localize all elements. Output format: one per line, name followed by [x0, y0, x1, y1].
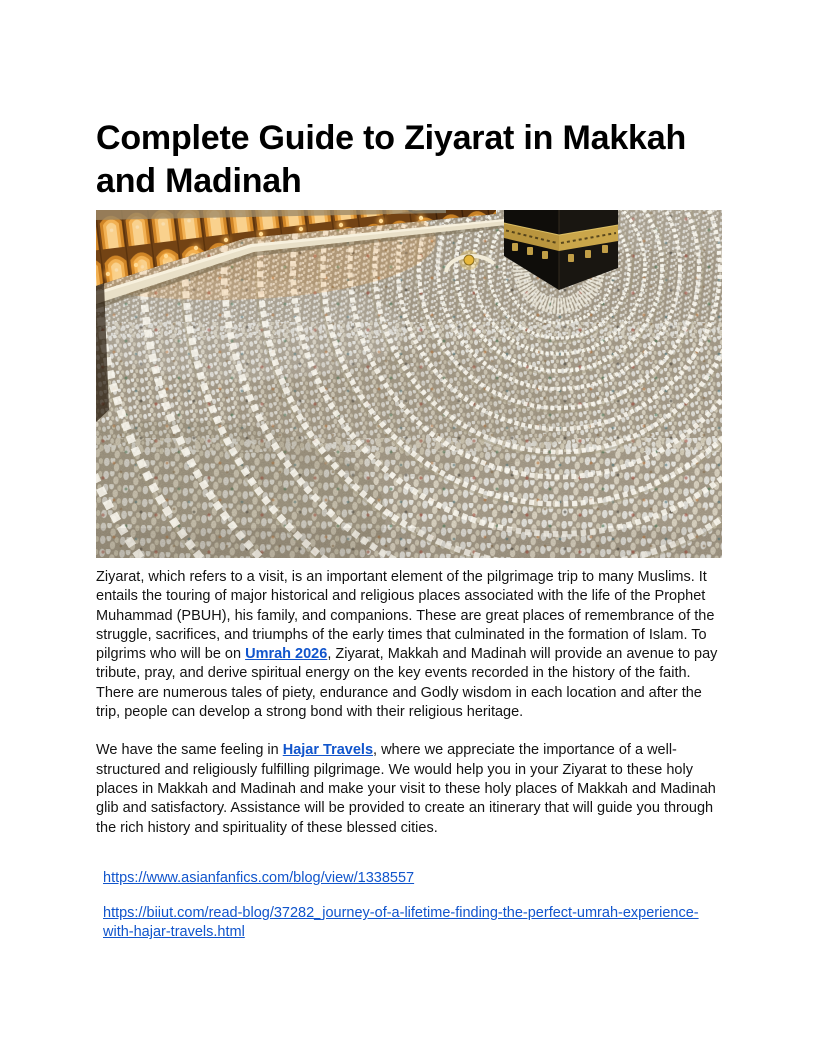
- hajar-text-after: , where we appreciate the importance of a well-structured and religiously fulfilling pilgrimage. We would help you in your Ziyarat to these holy places in Makkah and Madinah and make your visit to these holy places of Makkah and Madinah glib and satisfactory. Assistance will be provided to create an itinerary that will guide you through the rich history and spirituality of these blessed cities.: [96, 742, 716, 836]
- reference-link-asianfanfics[interactable]: https://www.asianfanfics.com/blog/view/1338557: [103, 869, 415, 886]
- hajar-travels-paragraph: [96, 741, 722, 837]
- hajar-text-before: We have the same feeling in: [96, 742, 283, 759]
- intro-paragraph: [96, 568, 722, 722]
- reference-link-biiut[interactable]: https://biiut.com/read-blog/37282_journey-of-a-lifetime-finding-the-perfect-umrah-experience-with-hajar-travels.html: [103, 905, 699, 941]
- hajar-travels-link[interactable]: Hajar Travels: [282, 742, 374, 759]
- intro-text-after: , Ziyarat, Makkah and Madinah will provide an avenue to pay tribute, pray, and derive spiritual energy on the key events recorded in the history of the faith. There are numerous tales of piety, endurance and Godly wisdom in each location and after the trip, people can develop a strong bond with their religious heritage.: [96, 646, 718, 721]
- intro-text-before: Ziyarat, which refers to a visit, is an important element of the pilgrimage trip to many Muslims. It entails the touring of major historical and religious places associated with the life of the Prophet Muhammad (PBUH), his family, and companions. These are great places of remembrance of the struggle, sacrifices, and triumphs of the early times that culminated in the formation of Islam. To pilgrims who will be on: [96, 569, 715, 663]
- page-title: Complete Guide to Ziyarat in Makkah and Madinah: [96, 119, 687, 200]
- reference-links: [96, 869, 722, 943]
- kaaba-tawaf-photo: [96, 210, 722, 558]
- bottom-vignette: [96, 528, 722, 558]
- hero-image: [96, 210, 722, 558]
- umrah-2026-link[interactable]: Umrah 2026: [245, 646, 328, 663]
